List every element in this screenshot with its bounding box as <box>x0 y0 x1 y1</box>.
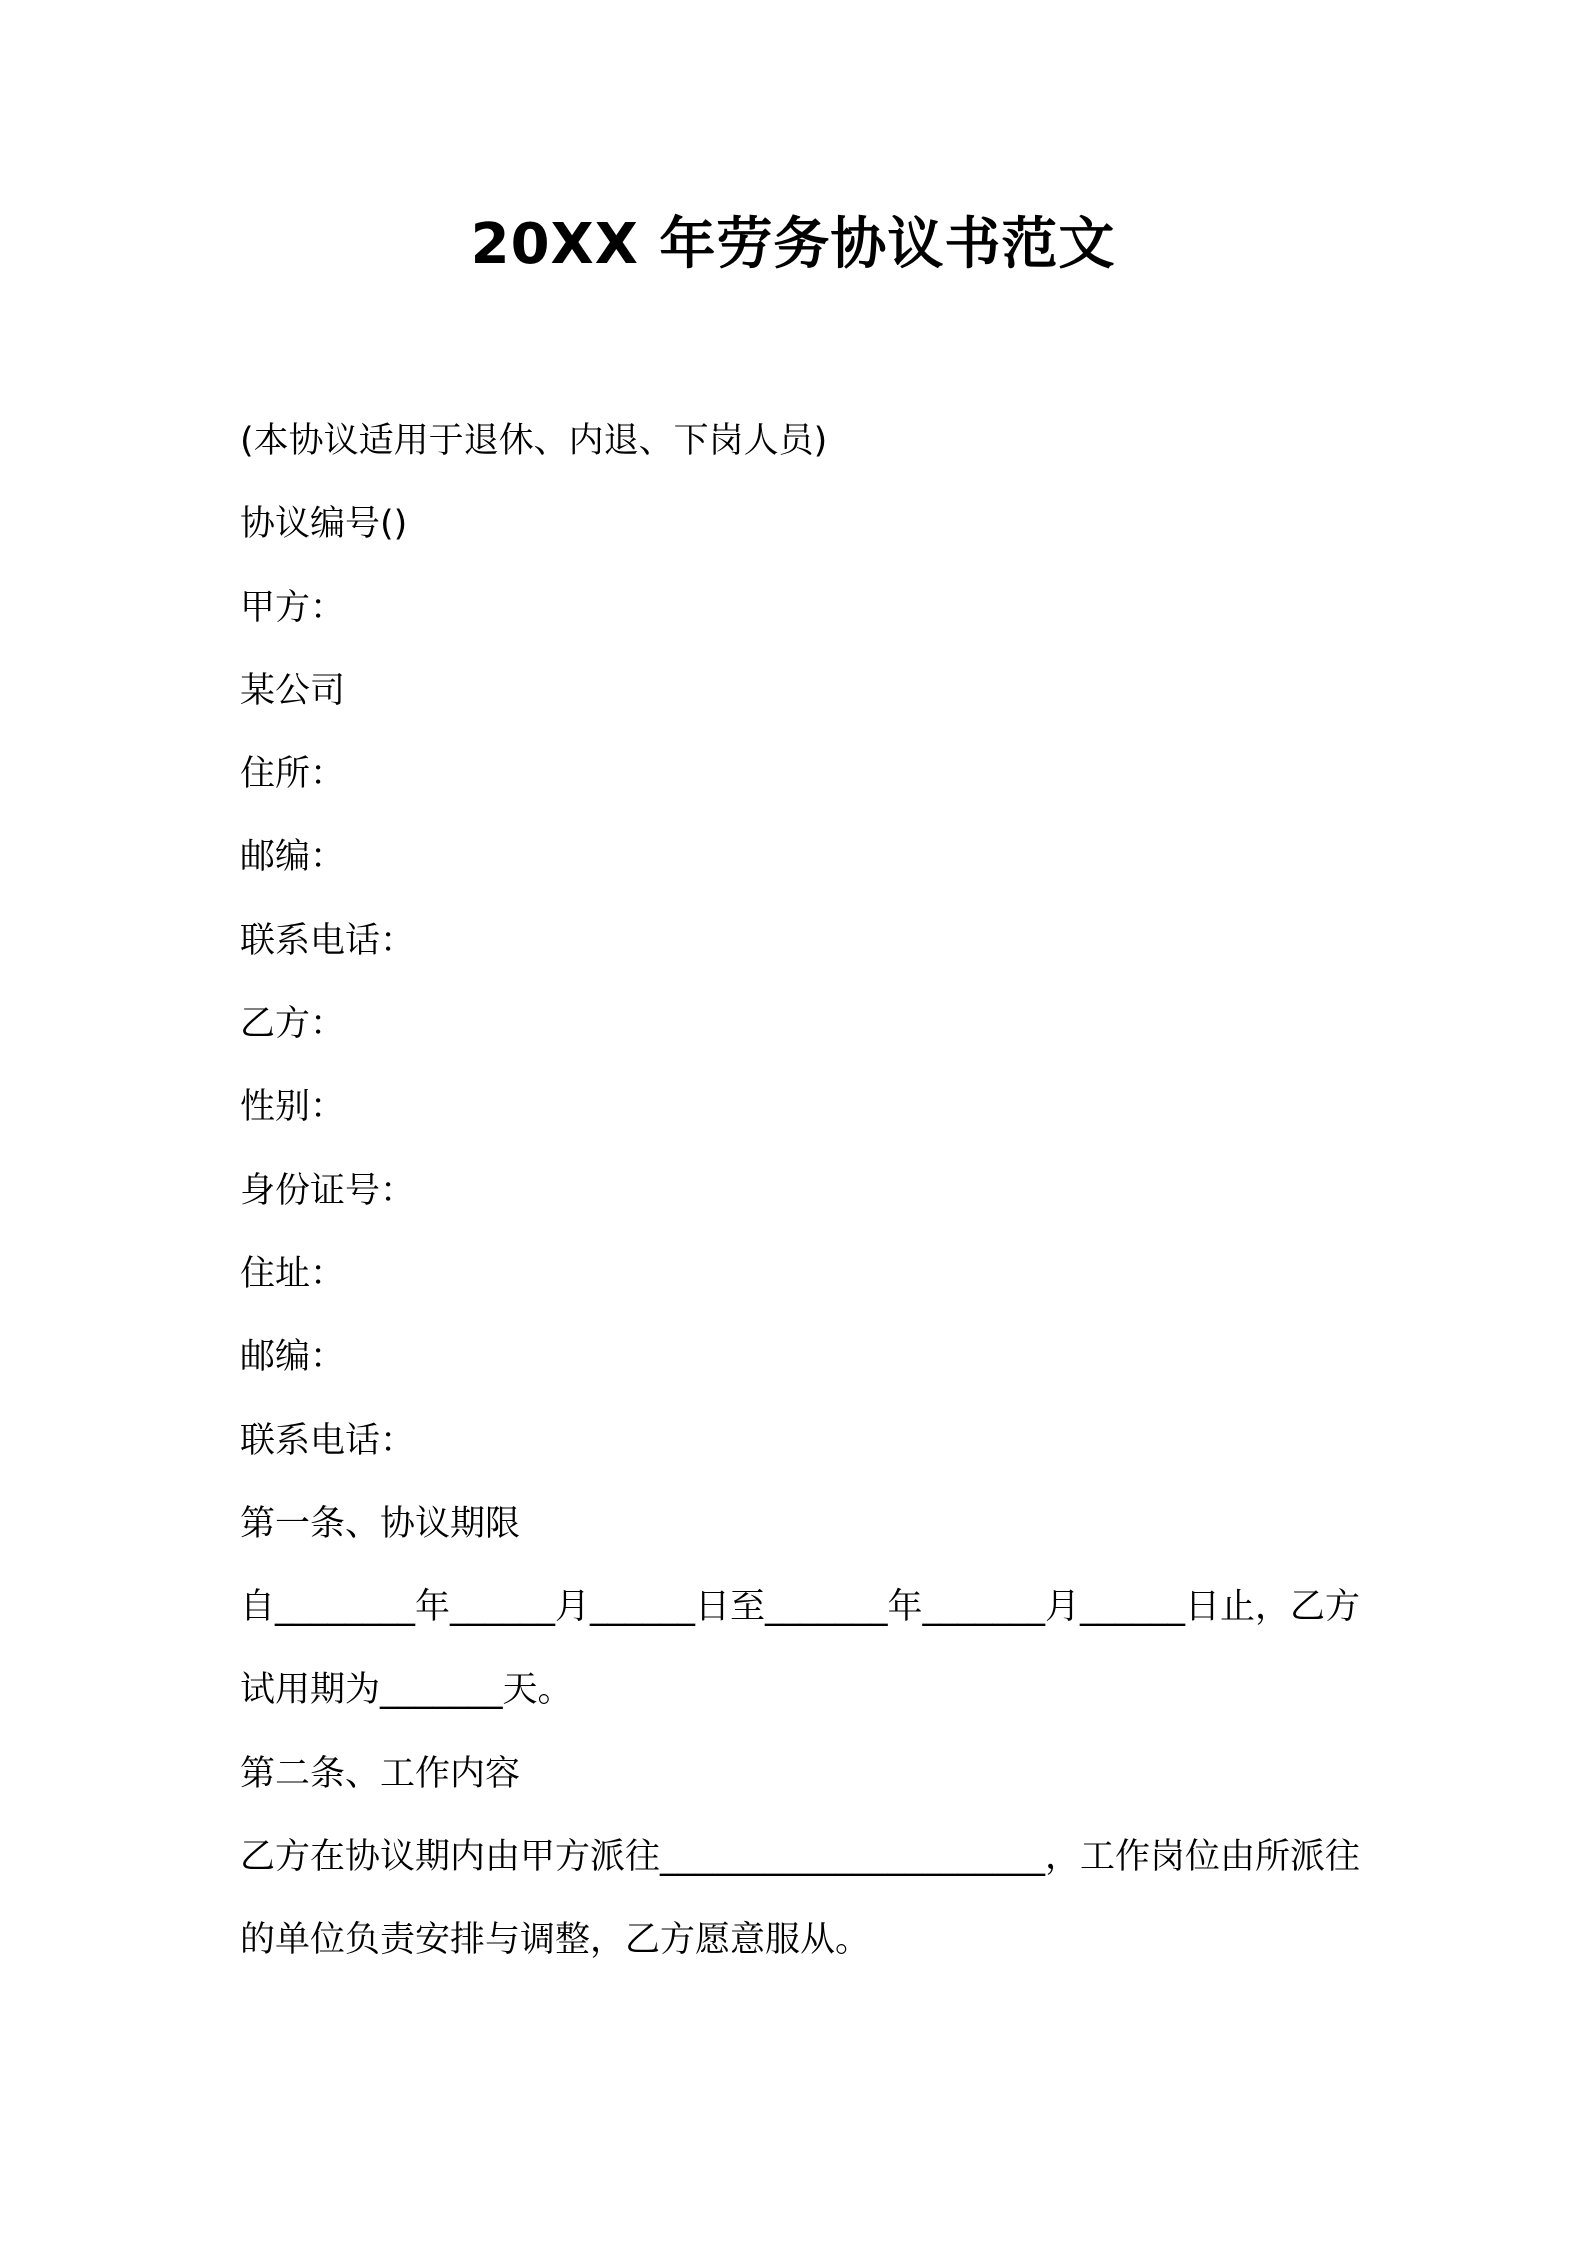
party-b-label: 乙方： <box>240 1004 346 1045</box>
article-1-heading: 第一条、协议期限 <box>240 1503 521 1544</box>
article-2-heading: 第二条、工作内容 <box>240 1753 521 1794</box>
party-a-label: 甲方： <box>240 587 346 628</box>
article-2-body: 乙方在协议期内由甲方派往______________________，工作岗位由所派往的单位负责安排与调整，乙方愿意服从。 <box>240 1837 1361 1961</box>
party-b-gender: 性别： <box>240 1087 346 1128</box>
party-b-phone: 联系电话： <box>240 1420 416 1461</box>
party-a-address: 住所： <box>240 754 346 795</box>
party-a-phone: 联系电话： <box>240 920 416 961</box>
article-1-body: 自________年______月______日至_______年_______月______日止，乙方试用期为_______天。 <box>240 1587 1361 1711</box>
document-body <box>240 400 1360 1983</box>
document-title: 20XX 年劳务协议书范文 <box>470 212 1116 277</box>
party-b-id-number: 身份证号： <box>240 1170 416 1211</box>
party-b-address: 住址： <box>240 1253 346 1294</box>
party-b-postcode: 邮编： <box>240 1337 346 1378</box>
party-a-name: 某公司 <box>240 670 346 711</box>
agreement-number: 协议编号() <box>240 504 408 545</box>
party-a-postcode: 邮编： <box>240 837 346 878</box>
applicability-note: (本协议适用于退休、内退、下岗人员) <box>240 421 828 461</box>
